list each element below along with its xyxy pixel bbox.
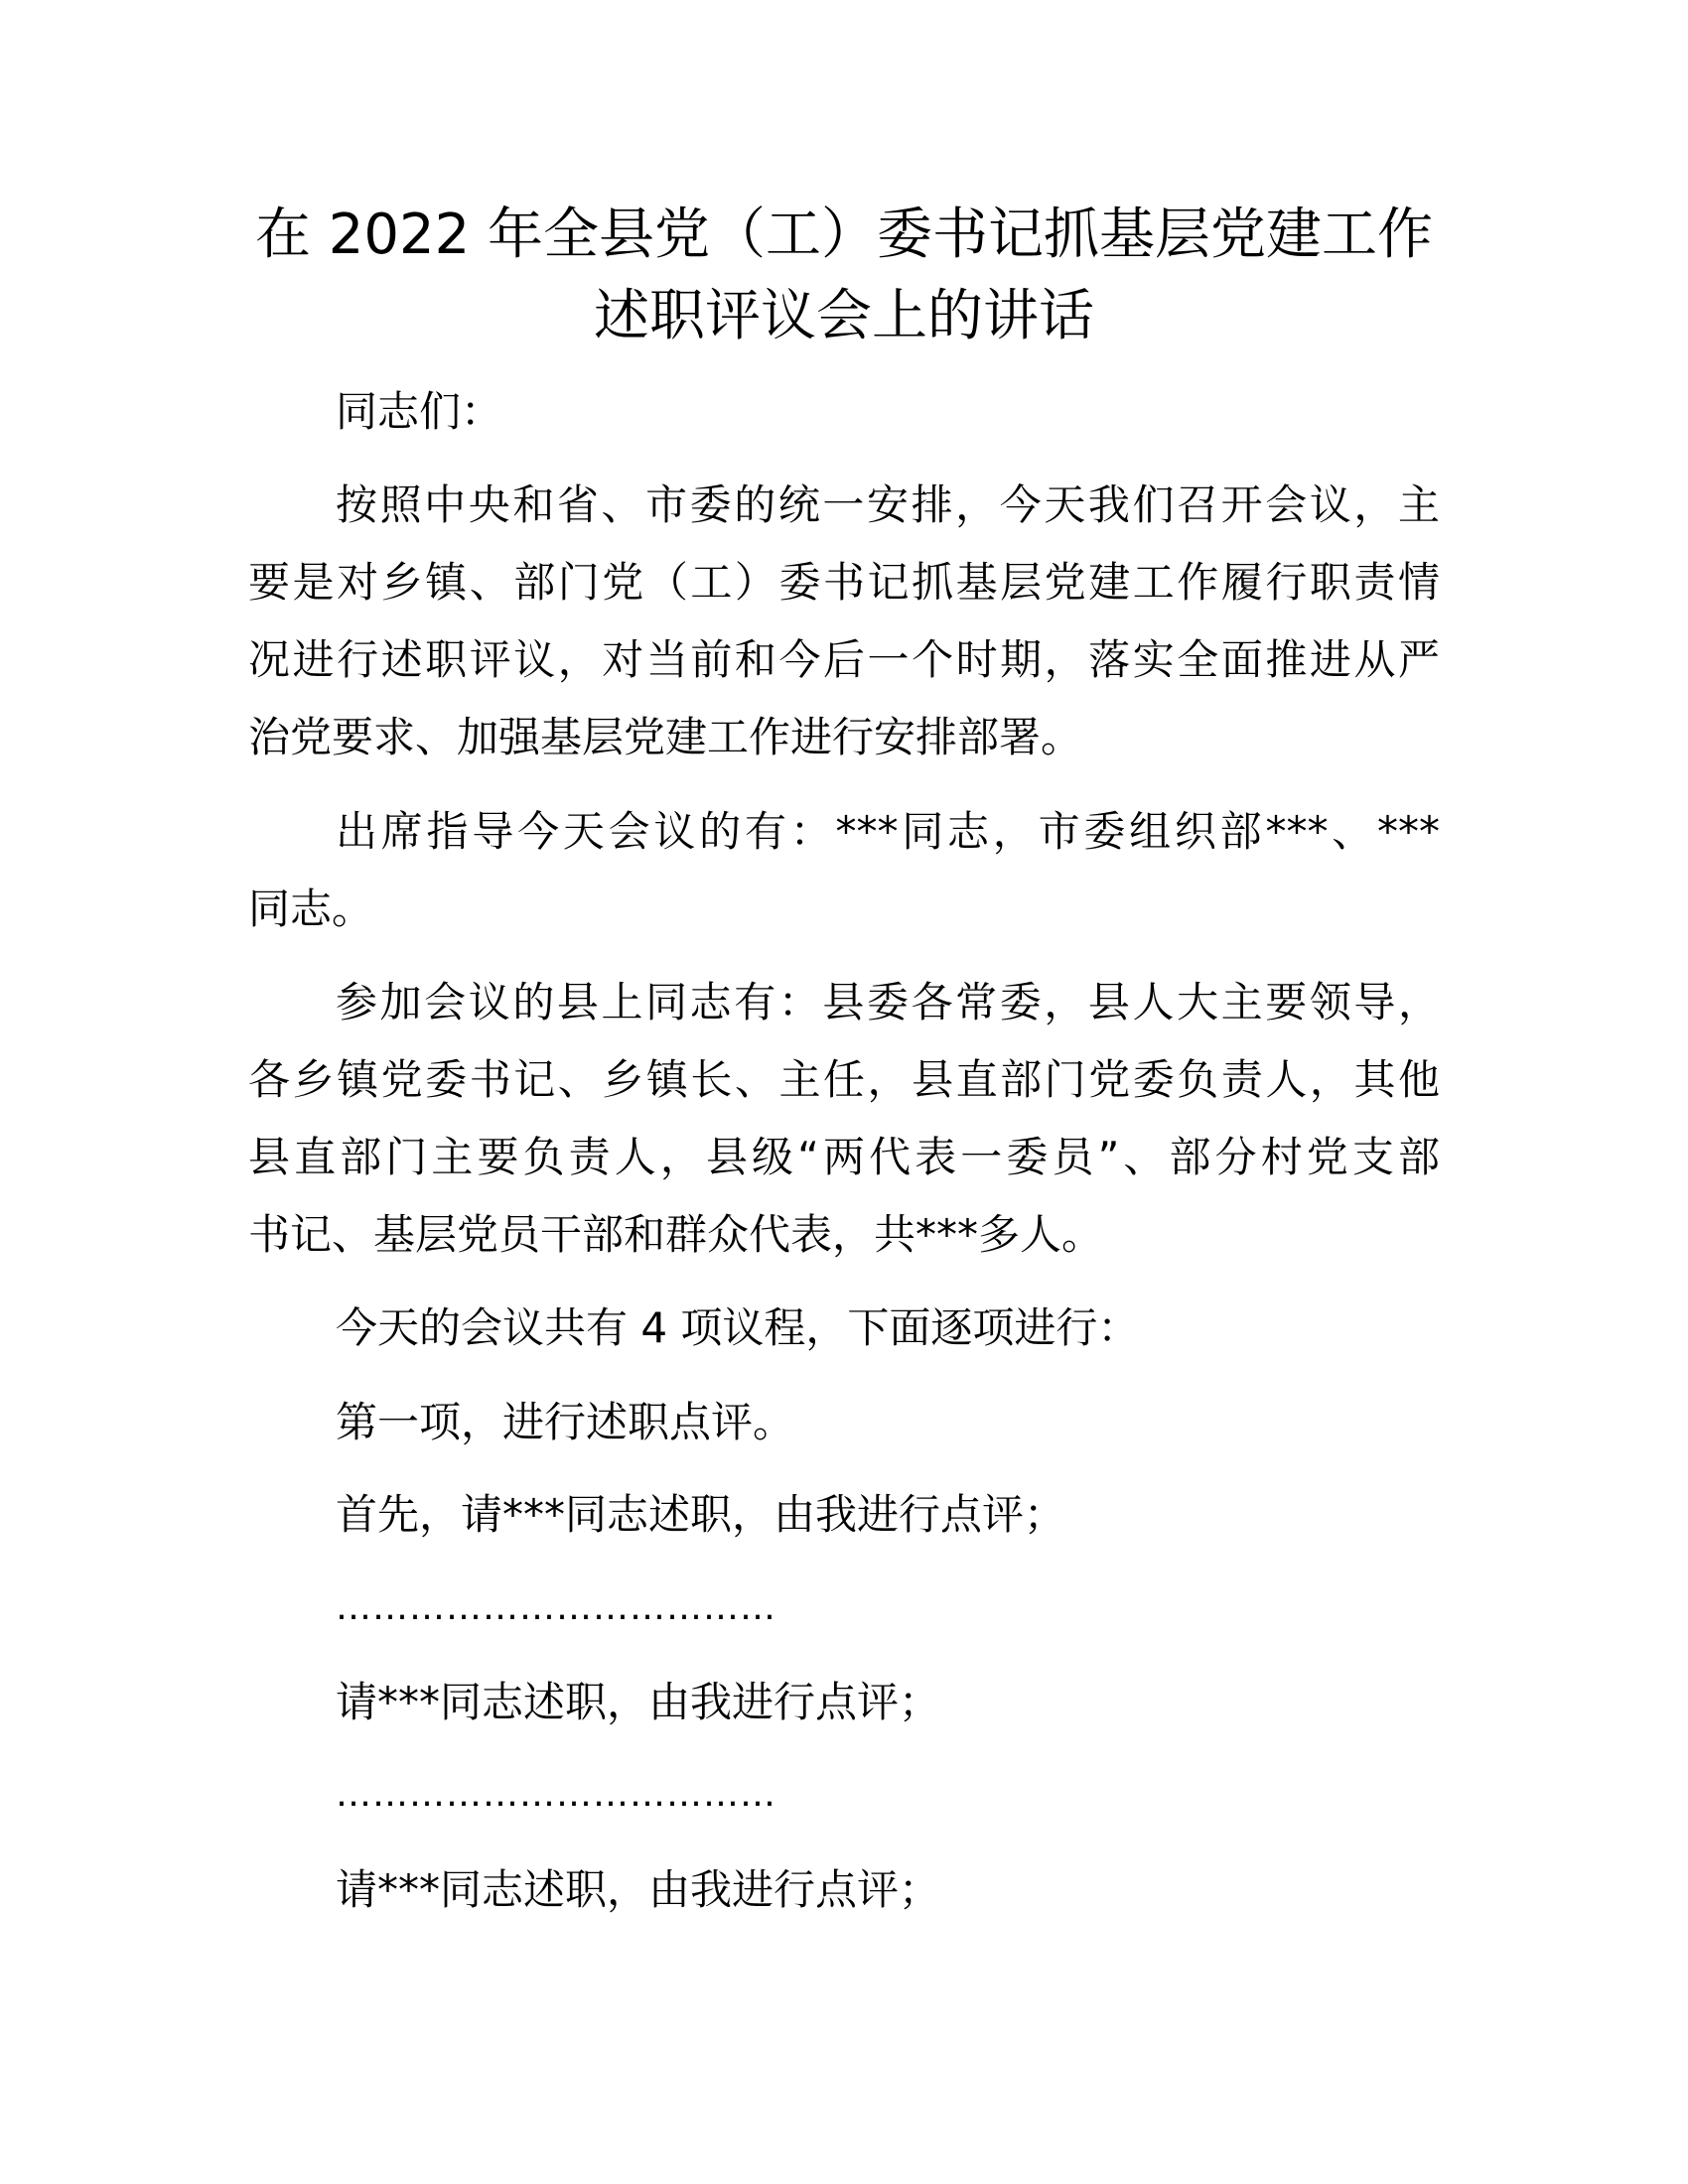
paragraph-2-line-1: 出席指导今天会议的有：***同志，市委组织部***、***: [336, 807, 1440, 856]
greeting: 同志们：: [336, 387, 503, 436]
paragraph-agenda-intro: 今天的会议共有 4 项议程，下面逐项进行：: [336, 1303, 1140, 1352]
paragraph-3-line-4: 书记、基层党员干部和群众代表，共***多人。: [248, 1210, 1104, 1259]
ellipsis-line-1: ………………………………: [336, 1587, 776, 1628]
paragraph-3-line-1: 参加会议的县上同志有：县委各常委，县人大主要领导，: [336, 978, 1440, 1026]
document-title-line-1: 在 2022 年全县党（工）委书记抓基层党建工作: [254, 203, 1434, 267]
document-title-line-2: 述职评议会上的讲话: [594, 284, 1094, 348]
paragraph-agenda-item-1: 第一项，进行述职点评。: [336, 1398, 795, 1446]
paragraph-3-line-2: 各乡镇党委书记、乡镇长、主任，县直部门党委负责人，其他: [248, 1055, 1440, 1104]
paragraph-2-line-2: 同志。: [248, 885, 374, 933]
paragraph-3-line-3: 县直部门主要负责人，县级“两代表一委员”、部分村党支部: [248, 1133, 1440, 1181]
paragraph-1-line-1: 按照中央和省、市委的统一安排，今天我们召开会议，主: [336, 480, 1440, 529]
paragraph-1-line-2: 要是对乡镇、部门党（工）委书记抓基层党建工作履行职责情: [248, 558, 1440, 607]
paragraph-second-report: 请***同志述职，由我进行点评；: [336, 1678, 941, 1726]
paragraph-third-report: 请***同志述职，由我进行点评；: [336, 1865, 941, 1914]
paragraph-1-line-3: 况进行述职评议，对当前和今后一个时期，落实全面推进从严: [248, 635, 1440, 684]
ellipsis-line-2: ………………………………: [336, 1774, 776, 1815]
paragraph-first-report: 首先，请***同志述职，由我进行点评；: [336, 1490, 1066, 1539]
paragraph-1-line-4: 治党要求、加强基层党建工作进行安排部署。: [248, 713, 1083, 761]
